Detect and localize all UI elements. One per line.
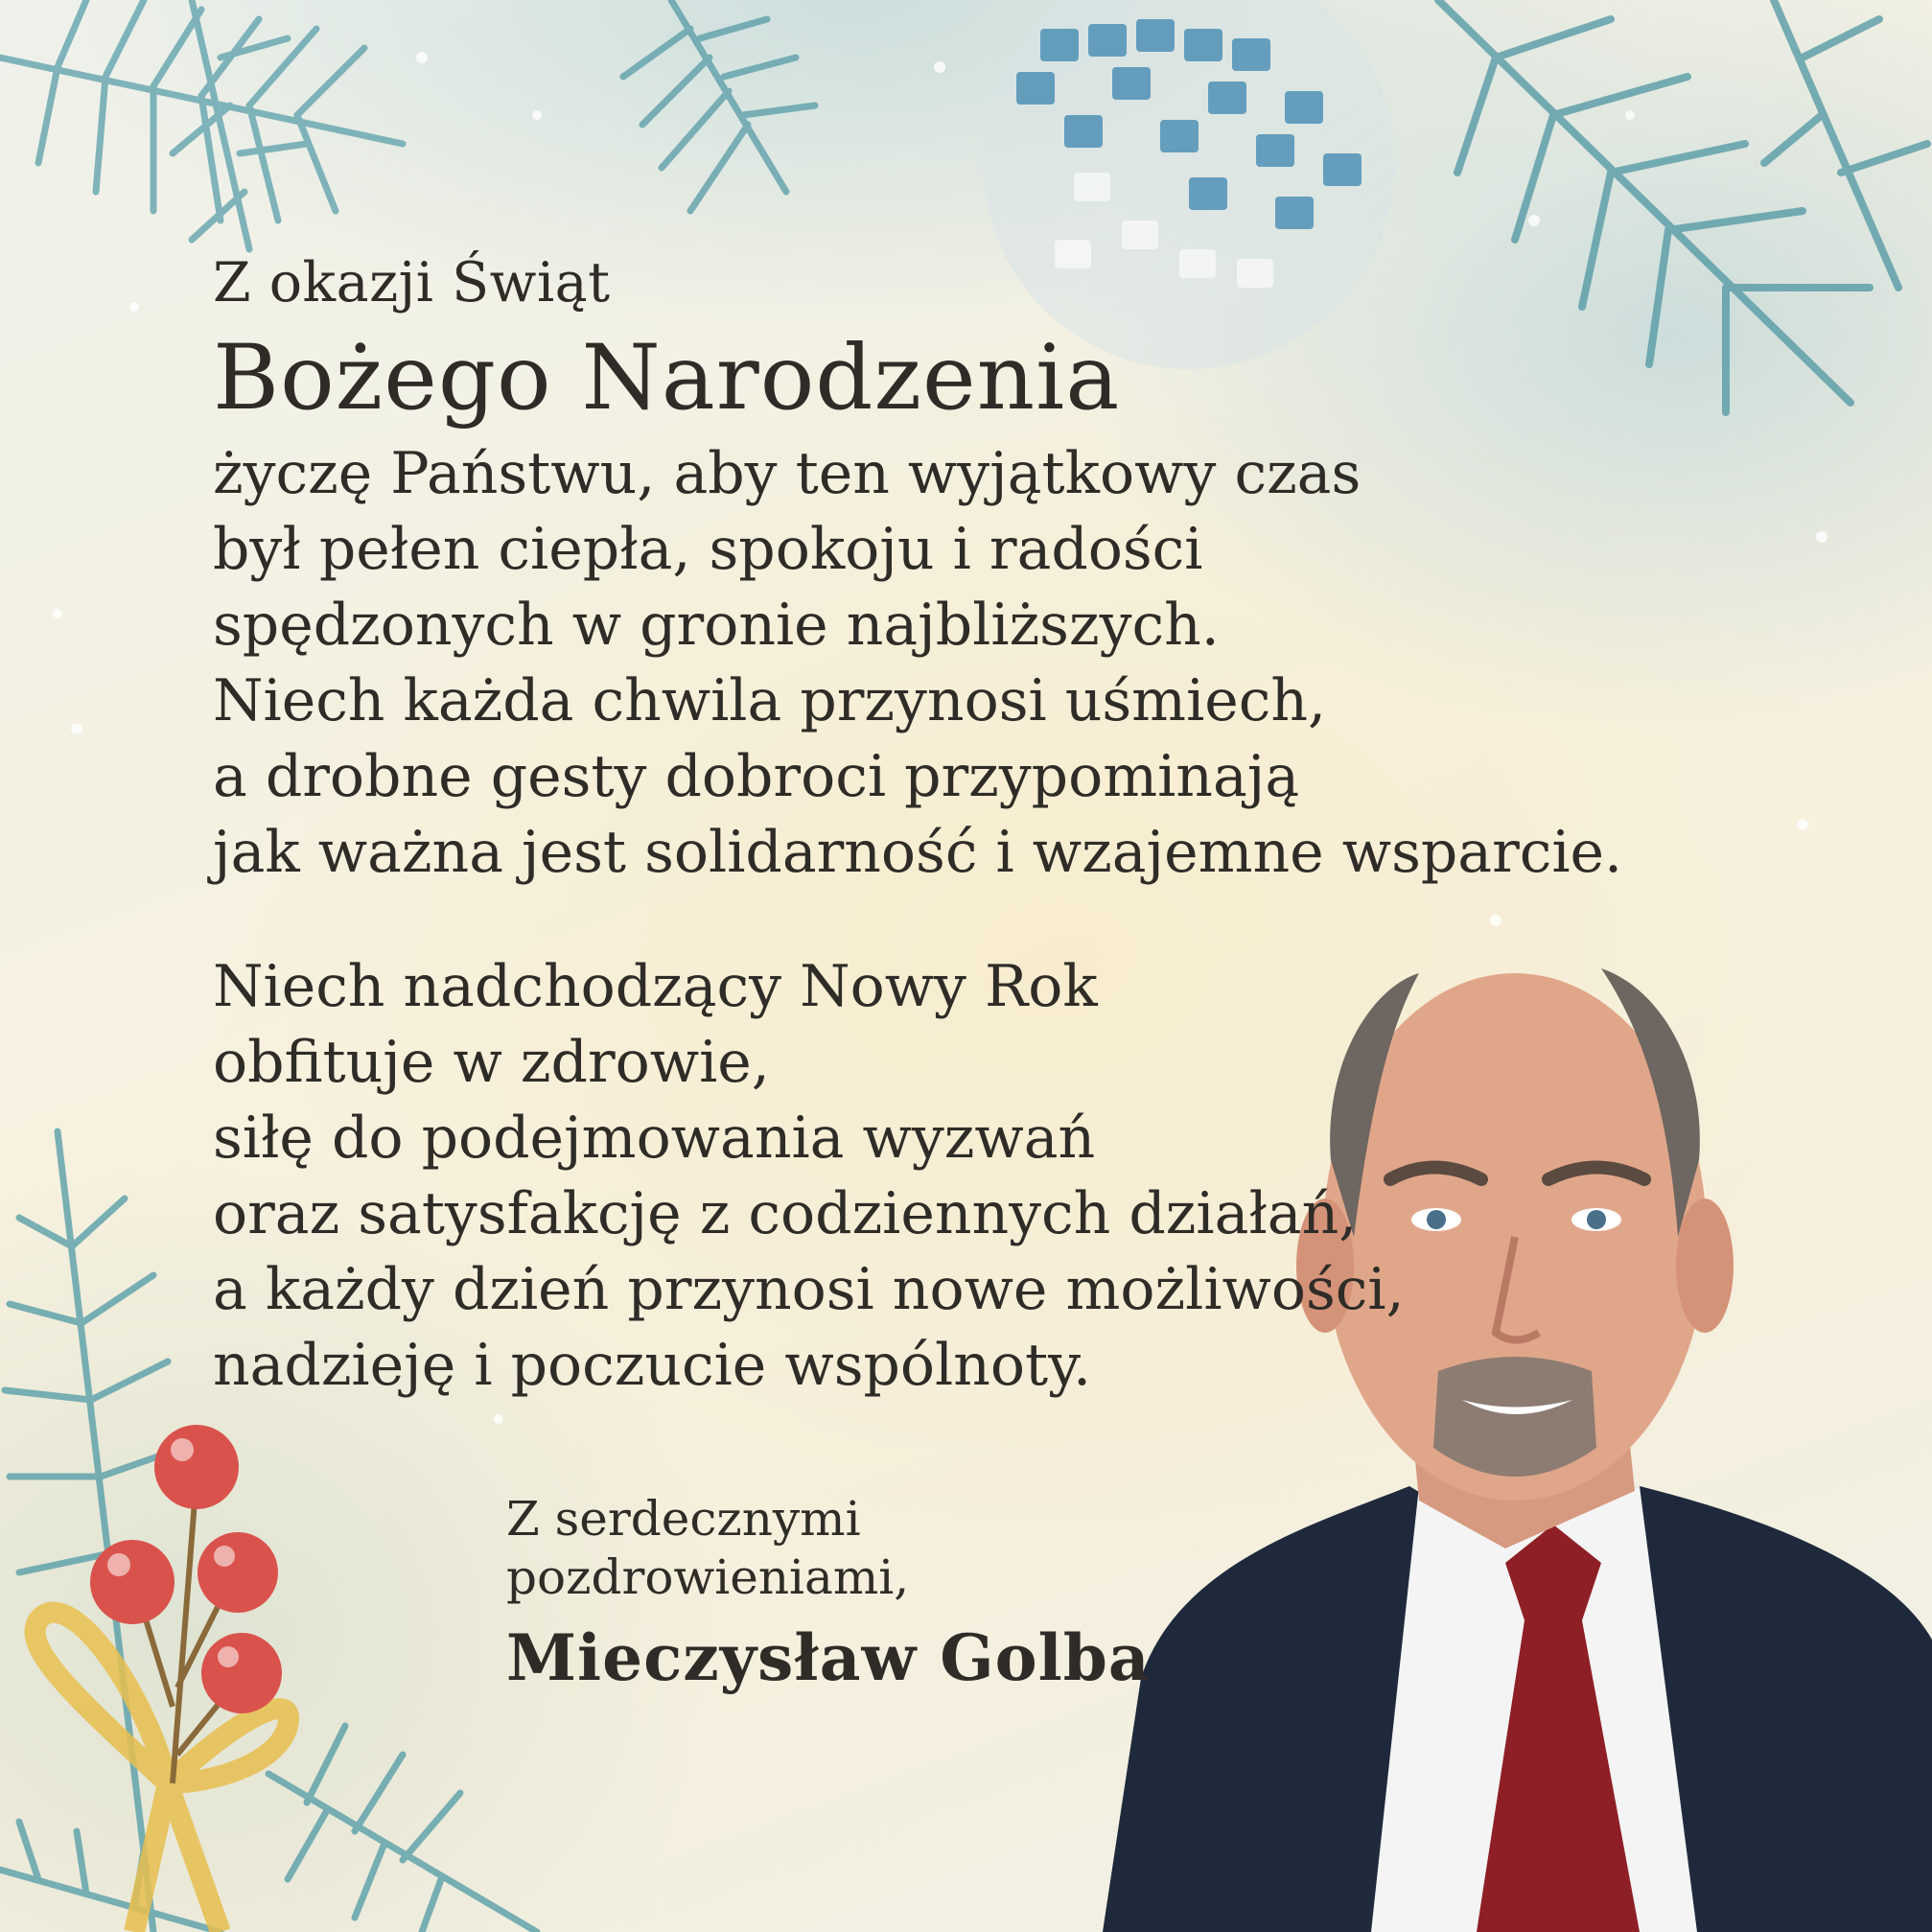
signature-closing-line-1: Z serdecznymi <box>506 1491 861 1547</box>
paragraph-line: Niech nadchodzący Nowy Rok <box>213 953 1098 1020</box>
paragraph-line: oraz satysfakcję z codziennych działań, <box>213 1180 1358 1247</box>
paragraph-line: a każdy dzień przynosi nowe możliwości, <box>213 1256 1405 1323</box>
greeting-title: Bożego Narodzenia <box>213 326 1121 431</box>
paragraph-line: życzę Państwu, aby ten wyjątkowy czas <box>213 440 1362 507</box>
paragraph-line: nadzieję i poczucie wspólnoty. <box>213 1332 1092 1399</box>
mosaic-ornament <box>983 0 1395 369</box>
signature-name: Mieczysław Golba <box>506 1620 1151 1695</box>
paragraph-line: Niech każda chwila przynosi uśmiech, <box>213 667 1327 734</box>
greeting-intro: Z okazji Świąt <box>213 251 611 314</box>
paragraph-line: spędzonych w gronie najbliższych. <box>213 592 1220 659</box>
pine-branch-top-right <box>1438 0 1927 412</box>
pine-branch-top-left <box>0 0 403 249</box>
paragraph-line: a drobne gesty dobroci przypominają <box>213 743 1300 810</box>
paragraph-line: siłę do podejmowania wyzwań <box>213 1105 1096 1172</box>
paragraph-line: był pełen ciepła, spokoju i radości <box>213 516 1203 583</box>
signature-closing-line-2: pozdrowieniami, <box>506 1549 910 1605</box>
paragraph-line: jak ważna jest solidarność i wzajemne wsparcie. <box>213 819 1623 886</box>
wishes-paragraph-2 <box>213 949 1405 1404</box>
paragraph-line: obfituje w zdrowie, <box>213 1029 770 1096</box>
pine-branch-top-center <box>623 0 815 211</box>
wishes-paragraph-1 <box>213 436 1622 891</box>
goatee <box>1433 1357 1596 1477</box>
